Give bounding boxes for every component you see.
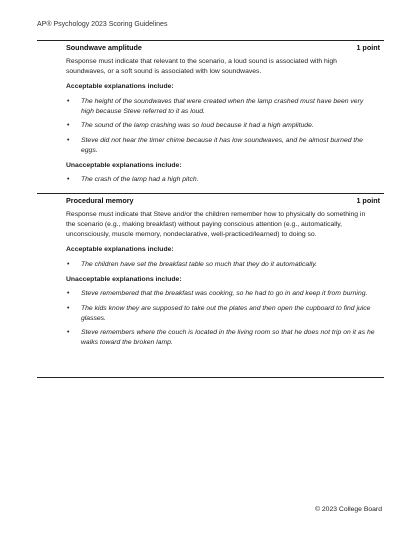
list-item [66,175,376,185]
list-item-text: The crash of the lamp had a high pitch. [81,176,199,183]
section-points: 1 point [356,196,380,205]
bullet-icon: • [67,329,70,336]
page-footer: © 2023 College Board [315,506,382,513]
page-header: AP® Psychology 2023 Scoring Guidelines [37,21,168,28]
list-item [66,304,376,324]
section-intro: Response must indicate that Steve and/or the children remember how to physically do something in the scenario (e.g., making breakfast) without paying conscious attention (e.g., automatically, unconsciously, muscle memory, nondeclarative, well-practiced/learned) to doing so. [66,211,366,238]
scoring-section-soundwave [37,40,384,185]
bullet-icon: • [67,122,70,129]
list-item [66,289,376,299]
section-header [37,194,384,206]
section-points: 1 point [356,43,380,52]
list-item-text: The kids know they are supposed to take out the plates and then open the cupboard to find juice glasses. [81,304,371,322]
scoring-section-procedural-memory [37,193,384,378]
section-body [37,57,384,185]
bullet-icon: • [67,290,70,297]
list-item [66,260,376,270]
list-item [66,136,376,156]
list-item [66,97,376,117]
bullet-icon: • [67,260,70,268]
acceptable-heading: Acceptable explanations include: [66,83,174,90]
bullet-icon: • [67,176,70,183]
list-item-text: The sound of the lamp crashing was so loud because it had a high amplitude. [81,122,314,129]
list-item-text: Steve did not hear the timer chime because it has low soundwaves, and he almost burned the eggs. [81,136,363,154]
bullet-icon: • [67,97,70,105]
list-item-text: The children have set the breakfast table so much that they do it automatically. [81,260,318,268]
list-item [66,121,376,131]
section-header [37,41,384,53]
acceptable-list [66,260,376,270]
list-item [66,328,376,348]
section-body [37,210,384,348]
unacceptable-heading: Unacceptable explanations include: [66,161,182,169]
unacceptable-list [66,175,376,185]
bullet-icon: • [67,304,70,312]
acceptable-list [66,97,376,156]
bullet-icon: • [67,136,70,144]
unacceptable-heading: Unacceptable explanations include: [66,275,182,283]
section-title: Procedural memory [66,196,134,205]
section-intro: Response must indicate that relevant to the scenario, a loud sound is associated with high soundwaves, or a soft sound is associated with low soundwaves. [66,58,337,75]
list-item-text: Steve remembered that the breakfast was cooking, so he had to go in and keep it from burning. [81,290,368,297]
section-title: Soundwave amplitude [66,43,142,52]
acceptable-heading: Acceptable explanations include: [66,246,174,253]
list-item-text: Steve remembers where the couch is located in the living room so that he does not trip on it as he walks toward the broken lamp. [81,329,375,346]
list-item-text: The height of the soundwaves that were created when the lamp crashed must have been very high because Steve referred to it as loud. [81,97,364,115]
unacceptable-list [66,289,376,348]
